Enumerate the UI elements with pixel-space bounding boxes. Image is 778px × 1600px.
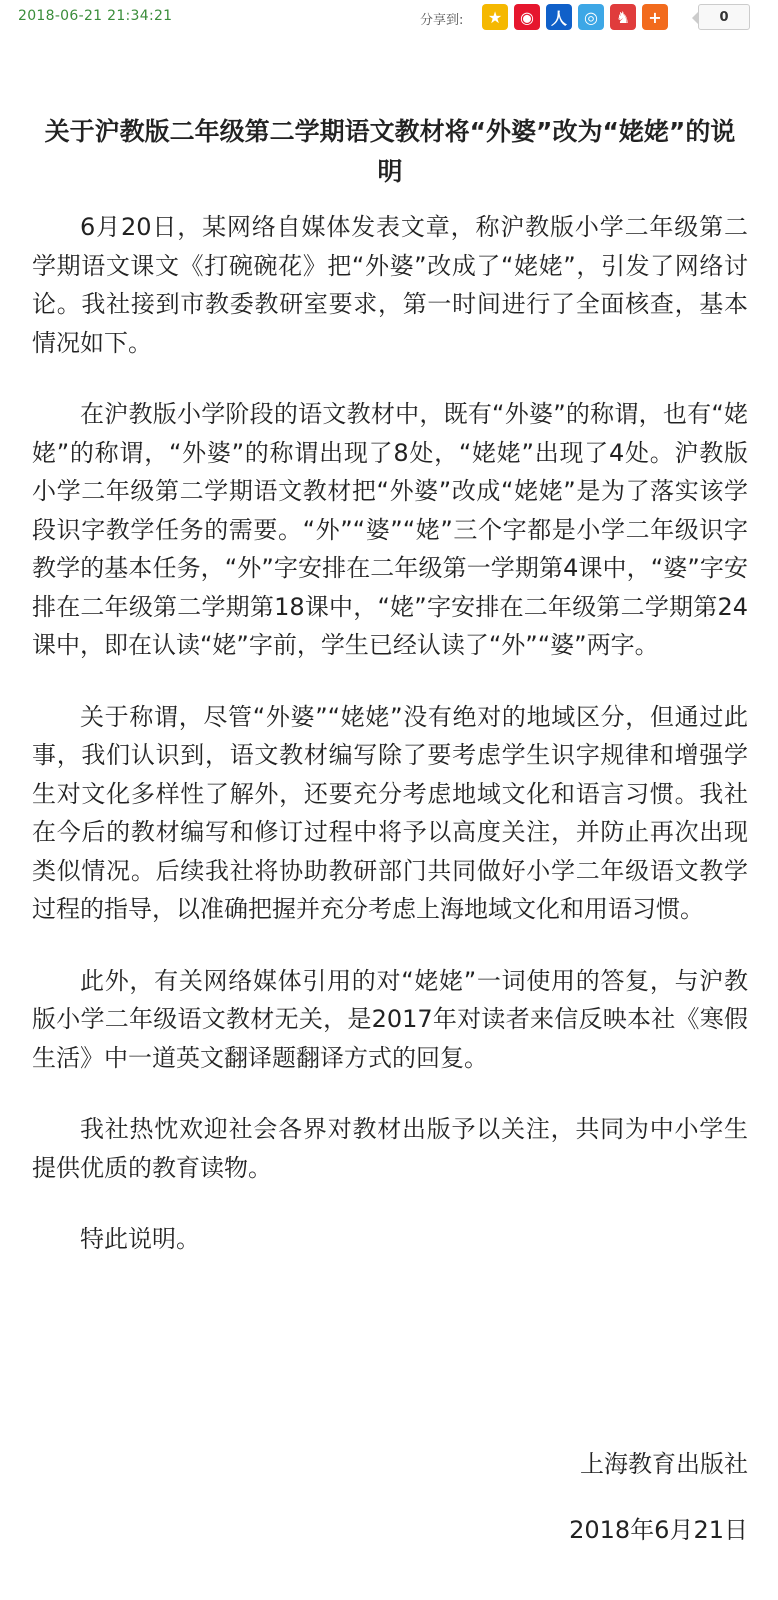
more-share-icon[interactable]: + — [642, 4, 668, 30]
article-paragraph: 6月20日，某网络自媒体发表文章，称沪教版小学二年级第二学期语文课文《打碗碗花》把“外婆”改成了“姥姥”，引发了网络讨论。我社接到市教委教研室要求，第一时间进行了全面核查，基本情况如下。 — [32, 213, 748, 357]
tencent-weibo-icon[interactable]: ♞ — [610, 4, 636, 30]
article-paragraph: 在沪教版小学阶段的语文教材中，既有“外婆”的称谓，也有“姥姥”的称谓，“外婆”的称谓出现了8处，“姥姥”出现了4处。沪教版小学二年级第二学期语文教材把“外婆”改成“姥姥”是为了落实该学段识字教学任务的需要。“外”“婆”“姥”三个字都是小学二年级识字教学的基本任务，“外”字安排在二年级第一学期第4课中，“婆”字安排在二年级第二学期第18课中，“姥”字安排在二年级第二学期第24课中，即在认读“姥”字前，学生已经认读了“外”“婆”两字。 — [32, 400, 748, 659]
top-bar — [0, 0, 778, 36]
signature-org: 上海教育出版社 — [580, 1450, 748, 1478]
article-paragraph: 特此说明。 — [80, 1225, 200, 1253]
signature-date: 2018年6月21日 — [569, 1516, 748, 1544]
article-paragraph: 我社热忱欢迎社会各界对教材出版予以关注，共同为中小学生提供优质的教育读物。 — [32, 1115, 748, 1182]
share-count[interactable]: 0 — [698, 4, 750, 30]
article-paragraph: 此外，有关网络媒体引用的对“姥姥”一词使用的答复，与沪教版小学二年级语文教材无关，是2017年对读者来信反映本社《寒假生活》中一道英文翻译题翻译方式的回复。 — [32, 966, 748, 1072]
weibo-icon[interactable]: ◉ — [514, 4, 540, 30]
qzone-icon[interactable]: ★ — [482, 4, 508, 30]
article-body — [32, 112, 748, 1292]
renren-icon[interactable]: 人 — [546, 4, 572, 30]
share-label: 分享到: — [420, 13, 464, 28]
article-title: 关于沪教版二年级第二学期语文教材将“外婆”改为“姥姥”的说明 — [44, 117, 736, 186]
article-paragraph: 关于称谓，尽管“外婆”“姥姥”没有绝对的地域区分，但通过此事，我们认识到，语文教材编写除了要考虑学生识字规律和增强学生对文化多样性了解外，还要充分考虑地域文化和语言习惯。我社在今后的教材编写和修订过程中将予以高度关注，并防止再次出现类似情况。后续我社将协助教研部门共同做好小学二年级语文教学过程的指导，以准确把握并充分考虑上海地域文化和用语习惯。 — [32, 702, 748, 923]
share-icon-row — [482, 4, 668, 30]
publish-timestamp: 2018-06-21 21:34:21 — [18, 8, 173, 24]
pengyou-icon[interactable]: ◎ — [578, 4, 604, 30]
